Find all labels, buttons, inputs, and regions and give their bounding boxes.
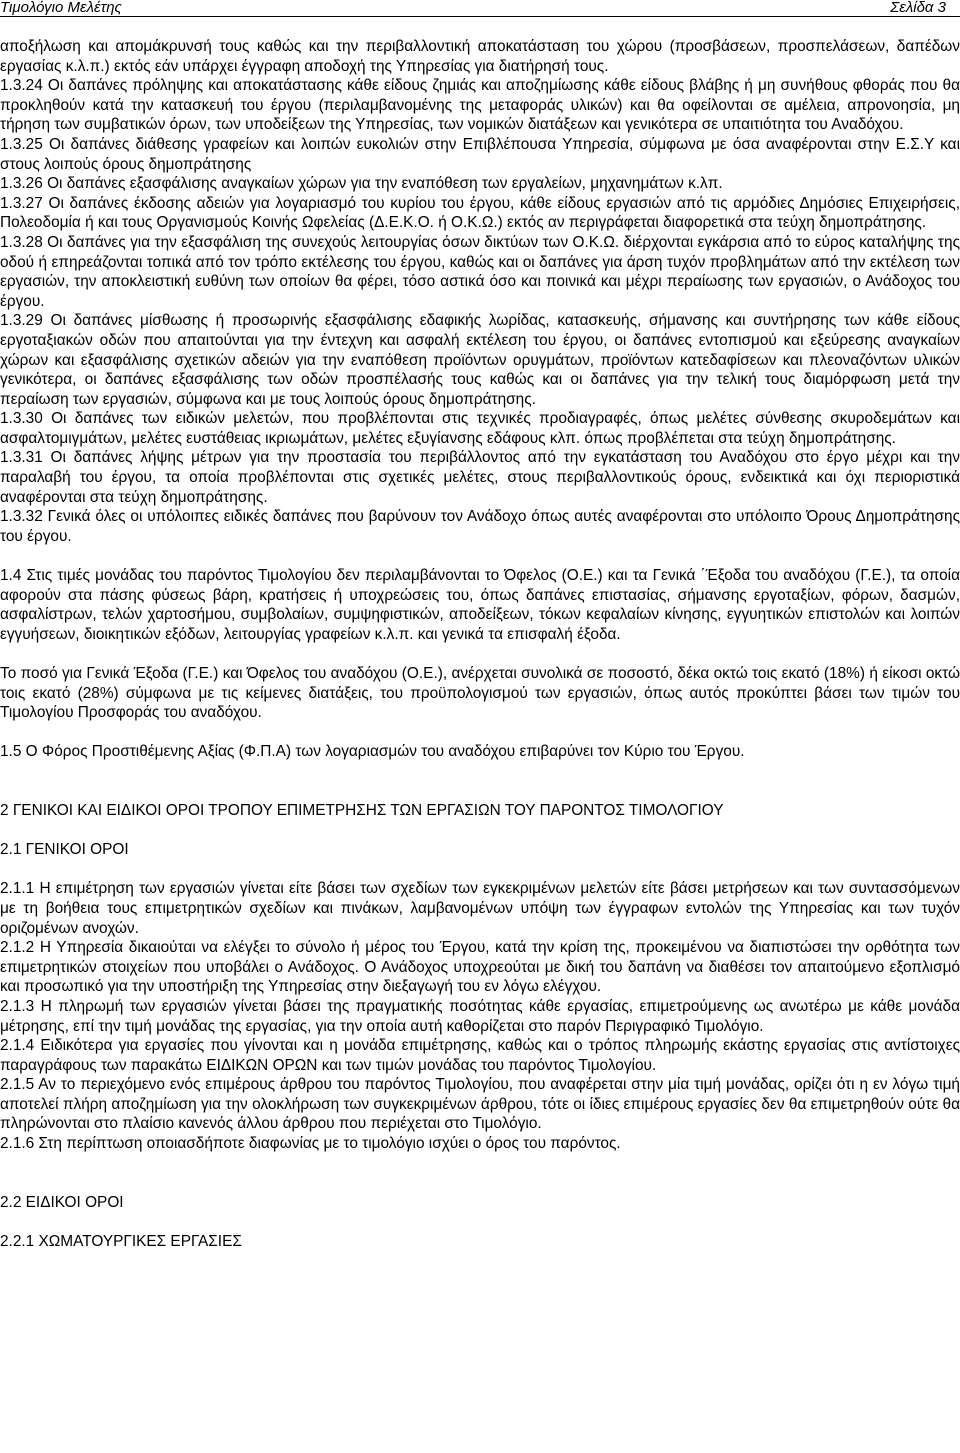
- page-number: Σελίδα 3: [890, 0, 946, 16]
- paragraph-1-3-32: 1.3.32 Γενικά όλες οι υπόλοιπες ειδικές δαπάνες που βαρύνουν τον Ανάδοχο όπως αυτές αναφέρονται στο υπόλοιπο Όρους Δημοπράτησης του έργου.: [0, 508, 960, 545]
- paragraph-2-1-3: 2.1.3 Η πληρωμή των εργασιών γίνεται βάσει της πραγματικής ποσότητας κάθε εργασίας, επιμετρούμενης ως ανωτέρω με κάθε μονάδα μέτρησης, επί την τιμή μονάδας της εργασίας, για την οποία αυτή καθορίζεται στο παρόν Περιγραφικό Τιμολόγιο.: [0, 997, 960, 1035]
- paragraph-2-1-5: 2.1.5 Αν το περιεχόμενο ενός επιμέρους άρθρου του παρόντος Τιμολογίου, που αναφέρεται στην μία τιμή μονάδας, ορίζει ότι η εν λόγω τιμή αποτελεί πλήρη αποζημίωση για την ολοκλήρωση των συγκεκριμένων άρθρου, τότε οι ίδιες επιμέρους εργασίες δεν θα επιμετρηθούν ούτε θα πληρώνονται στο πλαίσιο κανενός άλλου άρθρου που περιέχεται στο Τιμολόγιο.: [0, 1076, 960, 1133]
- paragraph-1-4: 1.4 Στις τιμές μονάδας του παρόντος Τιμολογίου δεν περιλαμβάνονται το Όφελος (Ο.Ε.) και τα Γενικά ΄Έξοδα του αναδόχου (Γ.Ε.), τα οποία αφορούν στα πάσης φύσεως βάρη, κρατήσεις ή υποχρεώσεις του, όπως δαπάνες επιστασίας, σήμανσης εργοταξίων, φόρων, δασμών, ασφαλίστρων, τελών χαρτοσήμου, συμβολαίων, συμψηφιστικών, αποδείξεων, τόκων κεφαλαίων κίνησης, εγγυητικών επιστολών και λοιπών εγγυήσεων, διοικητικών εξόδων, λειτουργίας γραφείων κ.λ.π. και γενικά τα επισφαλή έξοδα.: [0, 567, 960, 643]
- document-body: [0, 37, 960, 1251]
- paragraph-1-3-25: 1.3.25 Οι δαπάνες διάθεσης γραφείων και λοιπών ευκολιών στην Επιβλέπουσα Υπηρεσία, σύμφωνα με όσα αναφέρονται στην Ε.Σ.Υ και στους λοιπούς όρους δημοπράτησης: [0, 135, 960, 173]
- paragraph-1-3-30: 1.3.30 Οι δαπάνες των ειδικών μελετών, που προβλέπονται στις τεχνικές προδιαγραφές, όπως μελέτες σύνθεσης σκυροδεμάτων και ασφαλτομιγμάτων, μελέτες ευστάθειας ικριωμάτων, μελέτες εξυγίανσης εδάφους κλπ. όπως προβλέπεται στα τεύχη δημοπράτησης.: [0, 410, 960, 447]
- paragraph-1-3-26: 1.3.26 Οι δαπάνες εξασφάλισης αναγκαίων χώρων για την εναπόθεση των εργαλείων, μηχανημάτων κ.λπ.: [0, 175, 723, 193]
- document-title: Τιμολόγιο Μελέτης: [0, 0, 122, 16]
- paragraph-continuation: αποξήλωση και απομάκρυνσή τους καθώς και την περιβαλλοντική αποκατάσταση του χώρου (προσβάσεων, προσπελάσεων, δαπέδων εργασίας κ.λ.π.) εκτός εάν υπάρχει έγγραφη αποδοχή της Υπηρεσίας για διατήρησή τους.: [0, 38, 960, 75]
- section-heading-2-2: 2.2 ΕΙΔΙΚΟΙ ΟΡΟΙ: [0, 1193, 124, 1211]
- paragraph-2-1-4: 2.1.4 Ειδικότερα για εργασίες που γίνονται και η μονάδα επιμέτρησης, καθώς και ο τρόπος πληρωμής εκάστης εργασίας στις αντίστοιχες παραγράφους των παρακάτω ΕΙΔΙΚΩΝ ΟΡΩΝ και των τιμών μονάδας του παρόντος Τιμολογίου.: [0, 1037, 960, 1074]
- section-heading-2-1: 2.1 ΓΕΝΙΚΟΙ ΟΡΟΙ: [0, 841, 129, 859]
- section-heading-2: 2 ΓΕΝΙΚΟΙ ΚΑΙ ΕΙΔΙΚΟΙ ΟΡΟΙ ΤΡΟΠΟΥ ΕΠΙΜΕΤΡΗΣΗΣ ΤΩΝ ΕΡΓΑΣΙΩΝ ΤΟΥ ΠΑΡΟΝΤΟΣ ΤΙΜΟΛΟΓΙΟΥ: [0, 801, 724, 819]
- paragraph-1-3-27: 1.3.27 Οι δαπάνες έκδοσης αδειών για λογαριασμό του κυρίου του έργου, κάθε είδους εργασιών από τις αρμόδιες Δημόσιες Επιχειρήσεις, Πολεοδομία ή και τους Οργανισμούς Κοινής Ωφελείας (Δ.Ε.Κ.Ο. ή Ο.Κ.Ω.) εκτός αν περιγράφεται διαφορετικά στα τεύχη δημοπράτησης.: [0, 194, 960, 232]
- paragraph-1-5: 1.5 Ο Φόρος Προστιθέμενης Αξίας (Φ.Π.Α) των λογαριασμών του αναδόχου επιβαρύνει τον Κύριο του Έργου.: [0, 743, 745, 761]
- paragraph-2-1-2: 2.1.2 Η Υπηρεσία δικαιούται να ελέγξει το σύνολο ή μέρος του Έργου, κατά την κρίση της, προκειμένου να διαπιστώσει την ορθότητα των επιμετρητικών στοιχείων που υποβάλει ο Ανάδοχος. Ο Ανάδοχος υποχρεούται με δική του δαπάνη να διαθέσει τον απαιτούμενο εξοπλισμό και προσωπικό για την υποστήριξη της Υπηρεσίας στην διεξαγωγή του εν λόγω ελέγχου.: [0, 939, 960, 996]
- paragraph-1-3-28: 1.3.28 Οι δαπάνες για την εξασφάλιση της συνεχούς λειτουργίας όσων δικτύων των Ο.Κ.Ω. διέρχονται εγκάρσια από το εύρος καταλήψης της οδού ή επηρεάζονται τοπικά από τον τρόπο εκτέλεσης του έργου, καθώς και οι δαπάνες για άρση τυχόν προβλημάτων από την εκτέλεση των εργασιών, την αποκλειστική ευθύνη των οποίων θα φέρει, τόσο αστικά όσο και ποινικά και μέχρι περαίωσης των εργασιών, ο Ανάδοχος του έργου.: [0, 233, 960, 310]
- paragraph-1-3-24: 1.3.24 Οι δαπάνες πρόληψης και αποκατάστασης κάθε είδους ζημιάς και αποζημίωσης κάθε είδους βλάβης ή μη συνήθους φθοράς που θα προκληθούν κατά την κατασκευή του έργου (περιλαμβανομένης της μεταφοράς υλικών) και θα οφείλονται σε αμέλεια, απρονοησία, μη τήρηση των συμβατικών όρων, των υποδείξεων της Υπηρεσίας, των νομικών διατάξεων και γενικότερα σε υπαιτιότητα του Αναδόχου.: [0, 77, 960, 134]
- paragraph-overhead-amount: Το ποσό για Γενικά Έξοδα (Γ.Ε.) και Όφελος του αναδόχου (Ο.Ε.), ανέρχεται συνολικά σε ποσοστό, δέκα οκτώ τοις εκατό (18%) ή είκοσι οκτώ τοις εκατό (28%) σύμφωνα με τις κείμενες διατάξεις, του προϋπολογισμού των εργασιών, όπως αυτός προκύπτει βάσει των τιμών του Τιμολογίου Προσφοράς του αναδόχου.: [0, 665, 960, 722]
- paragraph-1-3-31: 1.3.31 Οι δαπάνες λήψης μέτρων για την προστασία του περιβάλλοντος από την εγκατάσταση του Αναδόχου στο έργο μέχρι και την παραλαβή του έργου, τα οποία προβλέπονται στις σχετικές μελέτες, στους περιβαλλοντικούς όρους, ενδεικτικά και όχι περιοριστικά αναφέρονται στα τεύχη δημοπράτησης.: [0, 449, 960, 506]
- section-heading-2-2-1: 2.2.1 ΧΩΜΑΤΟΥΡΓΙΚΕΣ ΕΡΓΑΣΙΕΣ: [0, 1232, 242, 1250]
- paragraph-1-3-29: 1.3.29 Οι δαπάνες μίσθωσης ή προσωρινής εξασφάλισης εδαφικής λωρίδας, κατασκευής, σήμανσης και συντήρησης των κάθε είδους εργοταξιακών οδών που απαιτούνται για την έντεχνη και ασφαλή εκτέλεση του έργου, οι δαπάνες εντοπισμού και εξεύρεσης αναγκαίων χώρων και εξασφάλισης σχετικών αδειών για την εναπόθεση προϊόντων ορυγμάτων, προϊόντων κατεδαφίσεων και πλεοναζόντων υλικών γενικότερα, οι δαπάνες εξασφάλισης των οδών προσπέλασής τους καθώς και οι δαπάνες για την τελική τους διαμόρφωση μετά την περαίωση των εργασιών, σύμφωνα και με τους λοιπούς όρους δημοπράτησης.: [0, 312, 960, 408]
- paragraph-2-1-1: 2.1.1 Η επιμέτρηση των εργασιών γίνεται είτε βάσει των σχεδίων των εγκεκριμένων μελετών είτε βάσει μετρήσεων και των συντασσόμενων με τη βοήθεια τους επιμετρητικών σχεδίων και πινάκων, λαμβανομένων υπόψη των έγγραφων εντολών της Υπηρεσίας και των τυχόν οριζομένων ανοχών.: [0, 880, 960, 937]
- paragraph-2-1-6: 2.1.6 Στη περίπτωση οποιασδήποτε διαφωνίας με το τιμολόγιο ισχύει ο όρος του παρόντος.: [0, 1135, 621, 1153]
- page-header: [0, 0, 960, 17]
